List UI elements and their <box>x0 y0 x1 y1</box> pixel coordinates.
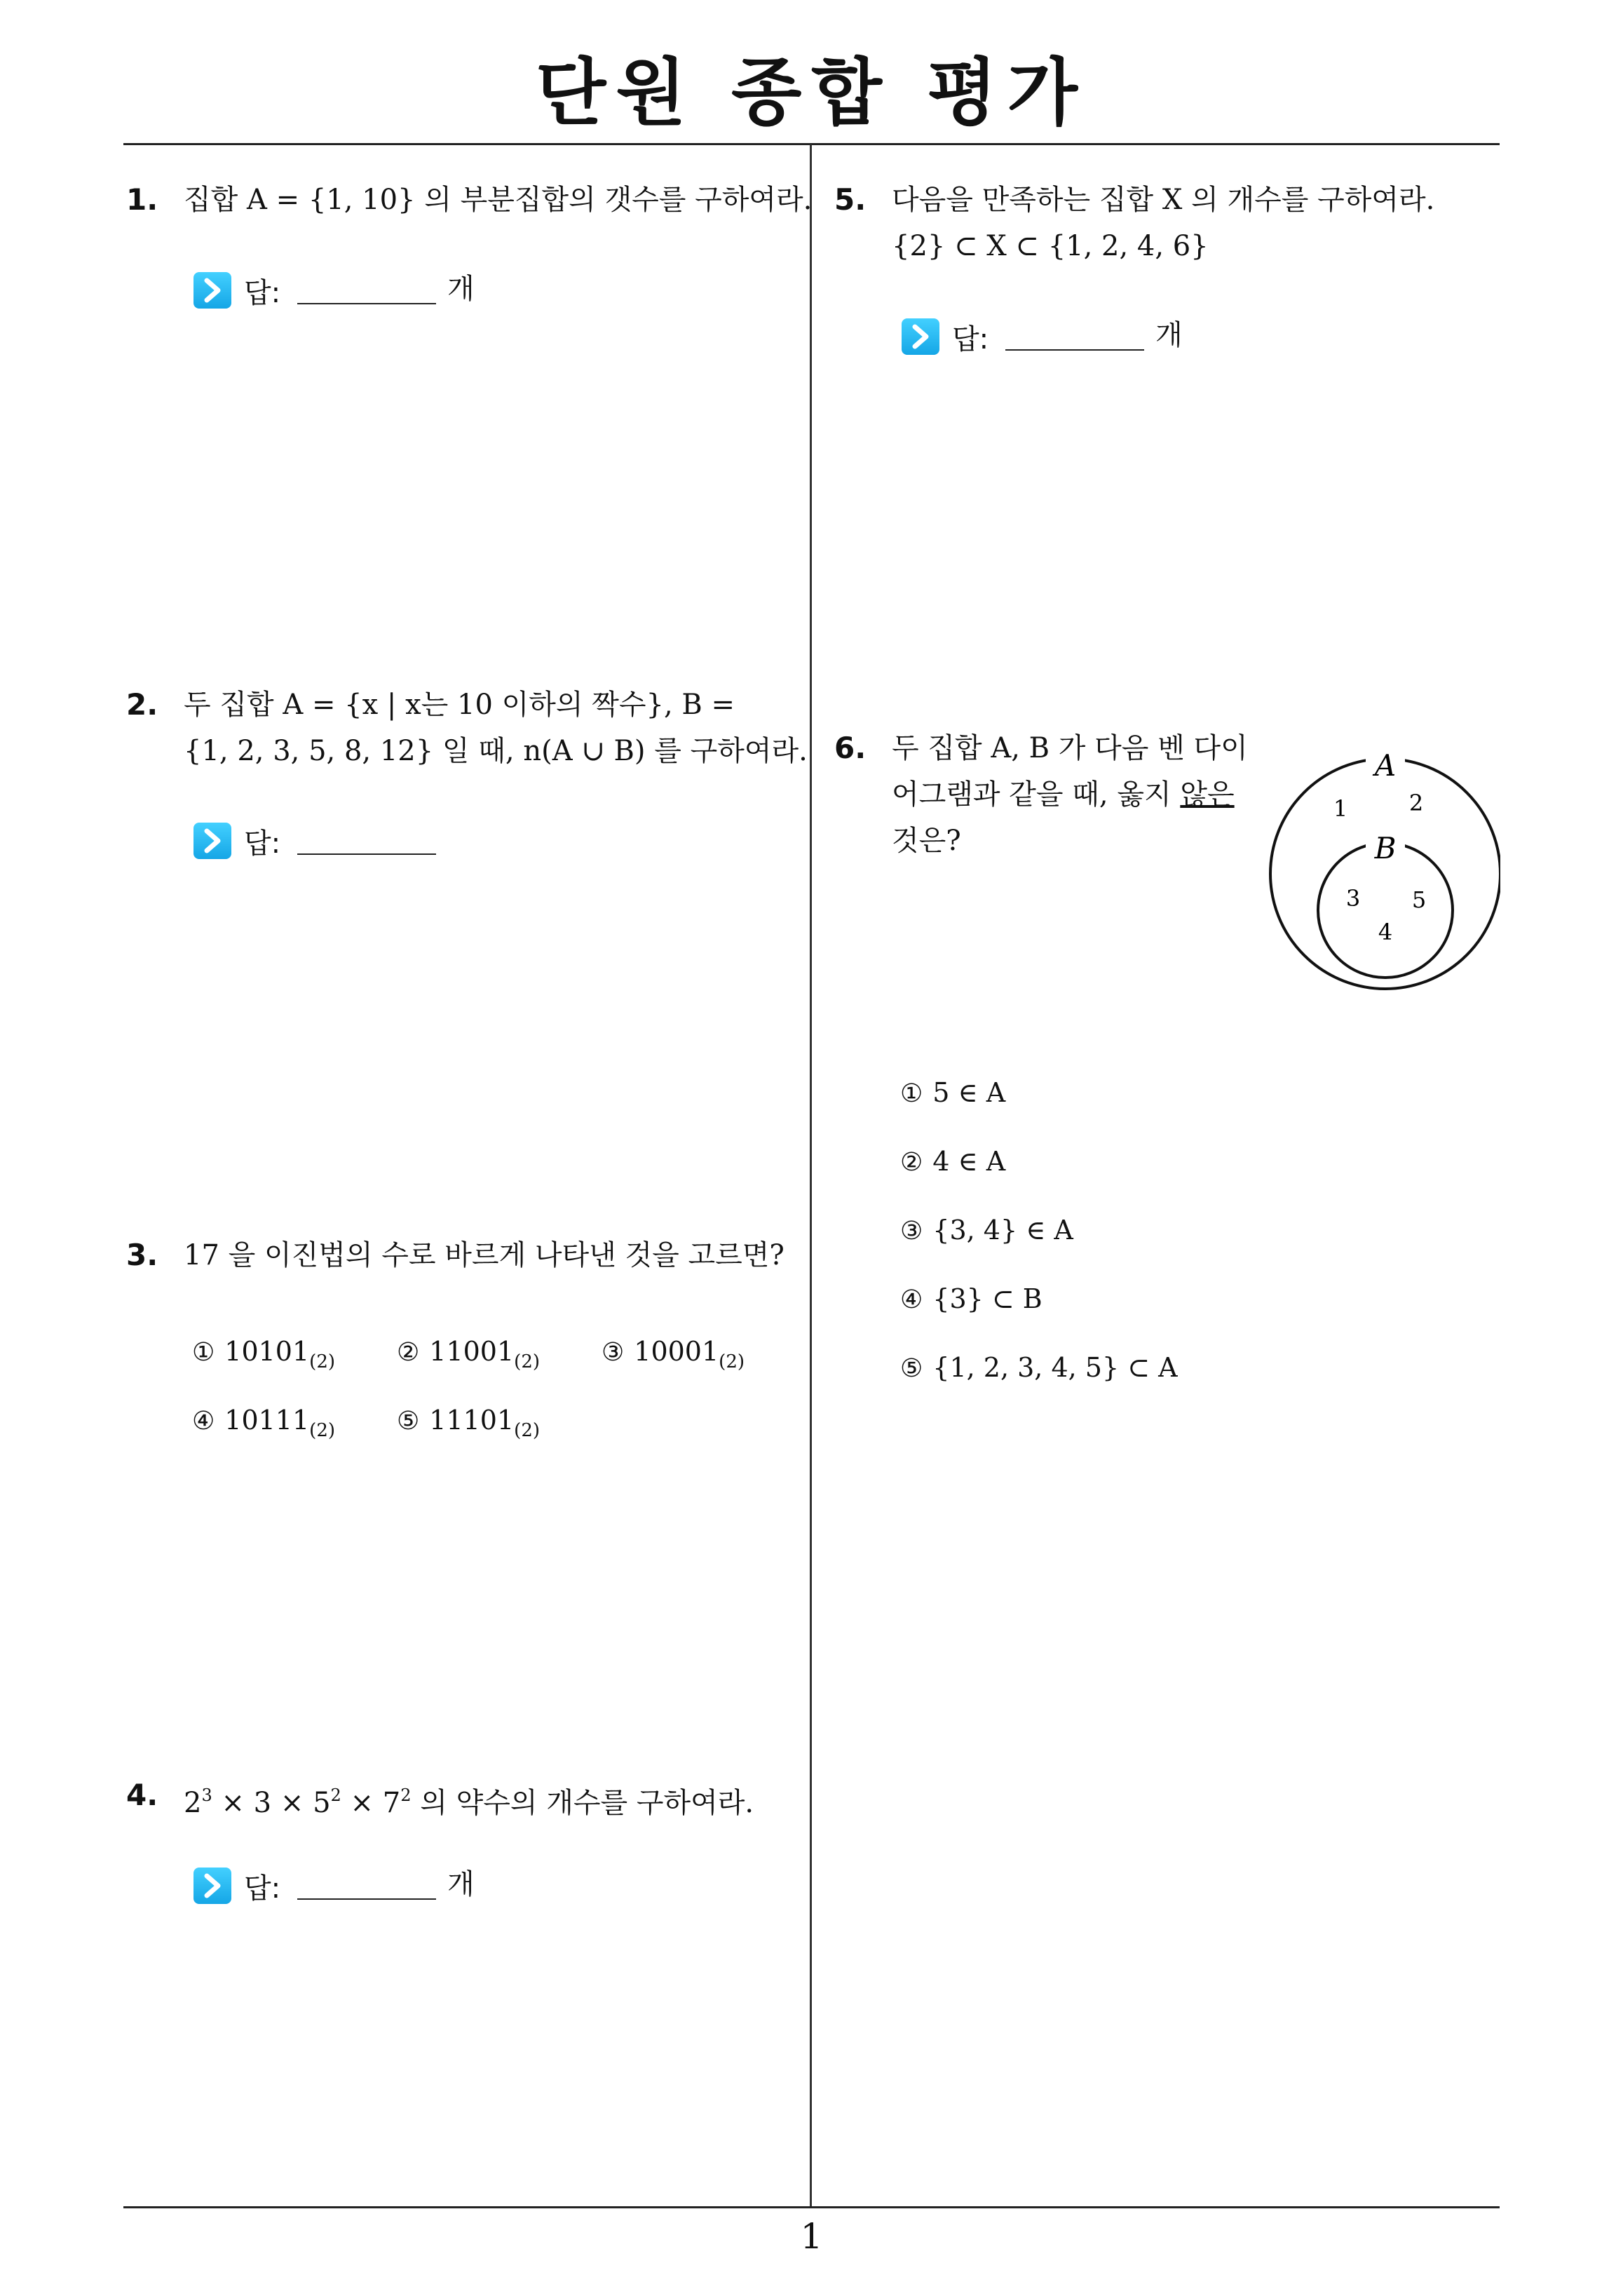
venn-label-b: B <box>1374 831 1397 865</box>
venn-element: 1 <box>1333 795 1348 822</box>
question-5-answer[interactable] <box>902 313 1196 362</box>
venn-diagram <box>1262 736 1500 1003</box>
question-3-option-4[interactable]: ④ $10111_{(2)}$ <box>192 1405 336 1441</box>
question-1-answer[interactable] <box>193 266 488 316</box>
question-6-number: 6. <box>834 731 867 765</box>
question-1-text: 집합 A = {1, 10} 의 부분집합의 갯수를 구하여라. <box>184 184 813 216</box>
venn-element: 4 <box>1378 919 1393 945</box>
question-4-text: $2^3 \times 3 \times 5^2 \times 7^2$ 의 약수의 개수를 구하여라. <box>184 1785 754 1819</box>
question-6-line-3: 것은? <box>892 825 961 857</box>
question-3-option-1[interactable]: ① $10101_{(2)}$ <box>192 1336 336 1372</box>
question-2-number: 2. <box>126 687 158 722</box>
question-4-answer[interactable] <box>193 1862 488 1911</box>
question-4-number: 4. <box>126 1778 158 1812</box>
column-divider <box>810 144 812 2208</box>
question-3-option-2[interactable]: ② $11001_{(2)}$ <box>397 1336 541 1372</box>
page-title: 단원 종합 평가 <box>535 50 1088 135</box>
question-6-line-2: 어그램과 같을 때, 옳지 않은 <box>892 778 1235 811</box>
question-2-answer[interactable] <box>193 817 488 866</box>
answer-blank[interactable] <box>1005 349 1144 351</box>
answer-unit: 개 <box>1155 319 1183 351</box>
bottom-divider <box>123 2206 1500 2208</box>
venn-label-a: A <box>1374 748 1397 783</box>
question-3-option-5[interactable]: ⑤ $11101_{(2)}$ <box>397 1405 541 1441</box>
question-6-option-4[interactable]: ④ {3} ⊂ B <box>900 1283 1043 1314</box>
question-5-line-2: {2} ⊂ X ⊂ {1, 2, 4, 6} <box>892 230 1209 262</box>
question-6-option-2[interactable]: ② 4 ∈ A <box>900 1146 1006 1177</box>
answer-label: 답: <box>244 277 281 309</box>
answer-unit: 개 <box>447 1868 475 1900</box>
answer-label: 답: <box>244 828 281 860</box>
answer-blank[interactable] <box>297 303 436 304</box>
question-3-option-3[interactable]: ③ $10001_{(2)}$ <box>602 1336 745 1372</box>
answer-unit: 개 <box>447 273 475 305</box>
answer-arrow-icon <box>193 272 231 309</box>
answer-label: 답: <box>952 323 989 356</box>
venn-element: 2 <box>1408 790 1424 816</box>
question-2-line-2: {1, 2, 3, 5, 8, 12} 일 때, n(A ∪ B) 를 구하여라. <box>184 735 808 767</box>
question-3-text: 17 을 이진법의 수로 바르게 나타낸 것을 고르면? <box>184 1239 785 1271</box>
page-number: 1 <box>800 2216 823 2257</box>
answer-arrow-icon <box>193 1868 231 1904</box>
question-5-line-1: 다음을 만족하는 집합 X 의 개수를 구하여라. <box>892 184 1435 216</box>
answer-blank[interactable] <box>297 1898 436 1900</box>
answer-arrow-icon <box>193 823 231 859</box>
question-6-option-3[interactable]: ③ {3, 4} ∈ A <box>900 1215 1073 1245</box>
answer-blank[interactable] <box>297 853 436 855</box>
venn-element: 3 <box>1345 885 1361 912</box>
question-2-line-1: 두 집합 A = {x | x는 10 이하의 짝수}, B = <box>184 689 735 721</box>
question-1-number: 1. <box>126 182 158 217</box>
question-6-option-1[interactable]: ① 5 ∈ A <box>900 1077 1006 1108</box>
answer-label: 답: <box>244 1872 281 1905</box>
question-5-number: 5. <box>834 182 867 217</box>
question-6-option-5[interactable]: ⑤ {1, 2, 3, 4, 5} ⊂ A <box>900 1352 1178 1383</box>
question-6-line-1: 두 집합 A, B 가 다음 벤 다이 <box>892 732 1248 764</box>
question-3-number: 3. <box>126 1238 158 1272</box>
venn-set-a-circle <box>1270 759 1500 989</box>
venn-element: 5 <box>1411 886 1427 913</box>
answer-arrow-icon <box>902 318 939 355</box>
